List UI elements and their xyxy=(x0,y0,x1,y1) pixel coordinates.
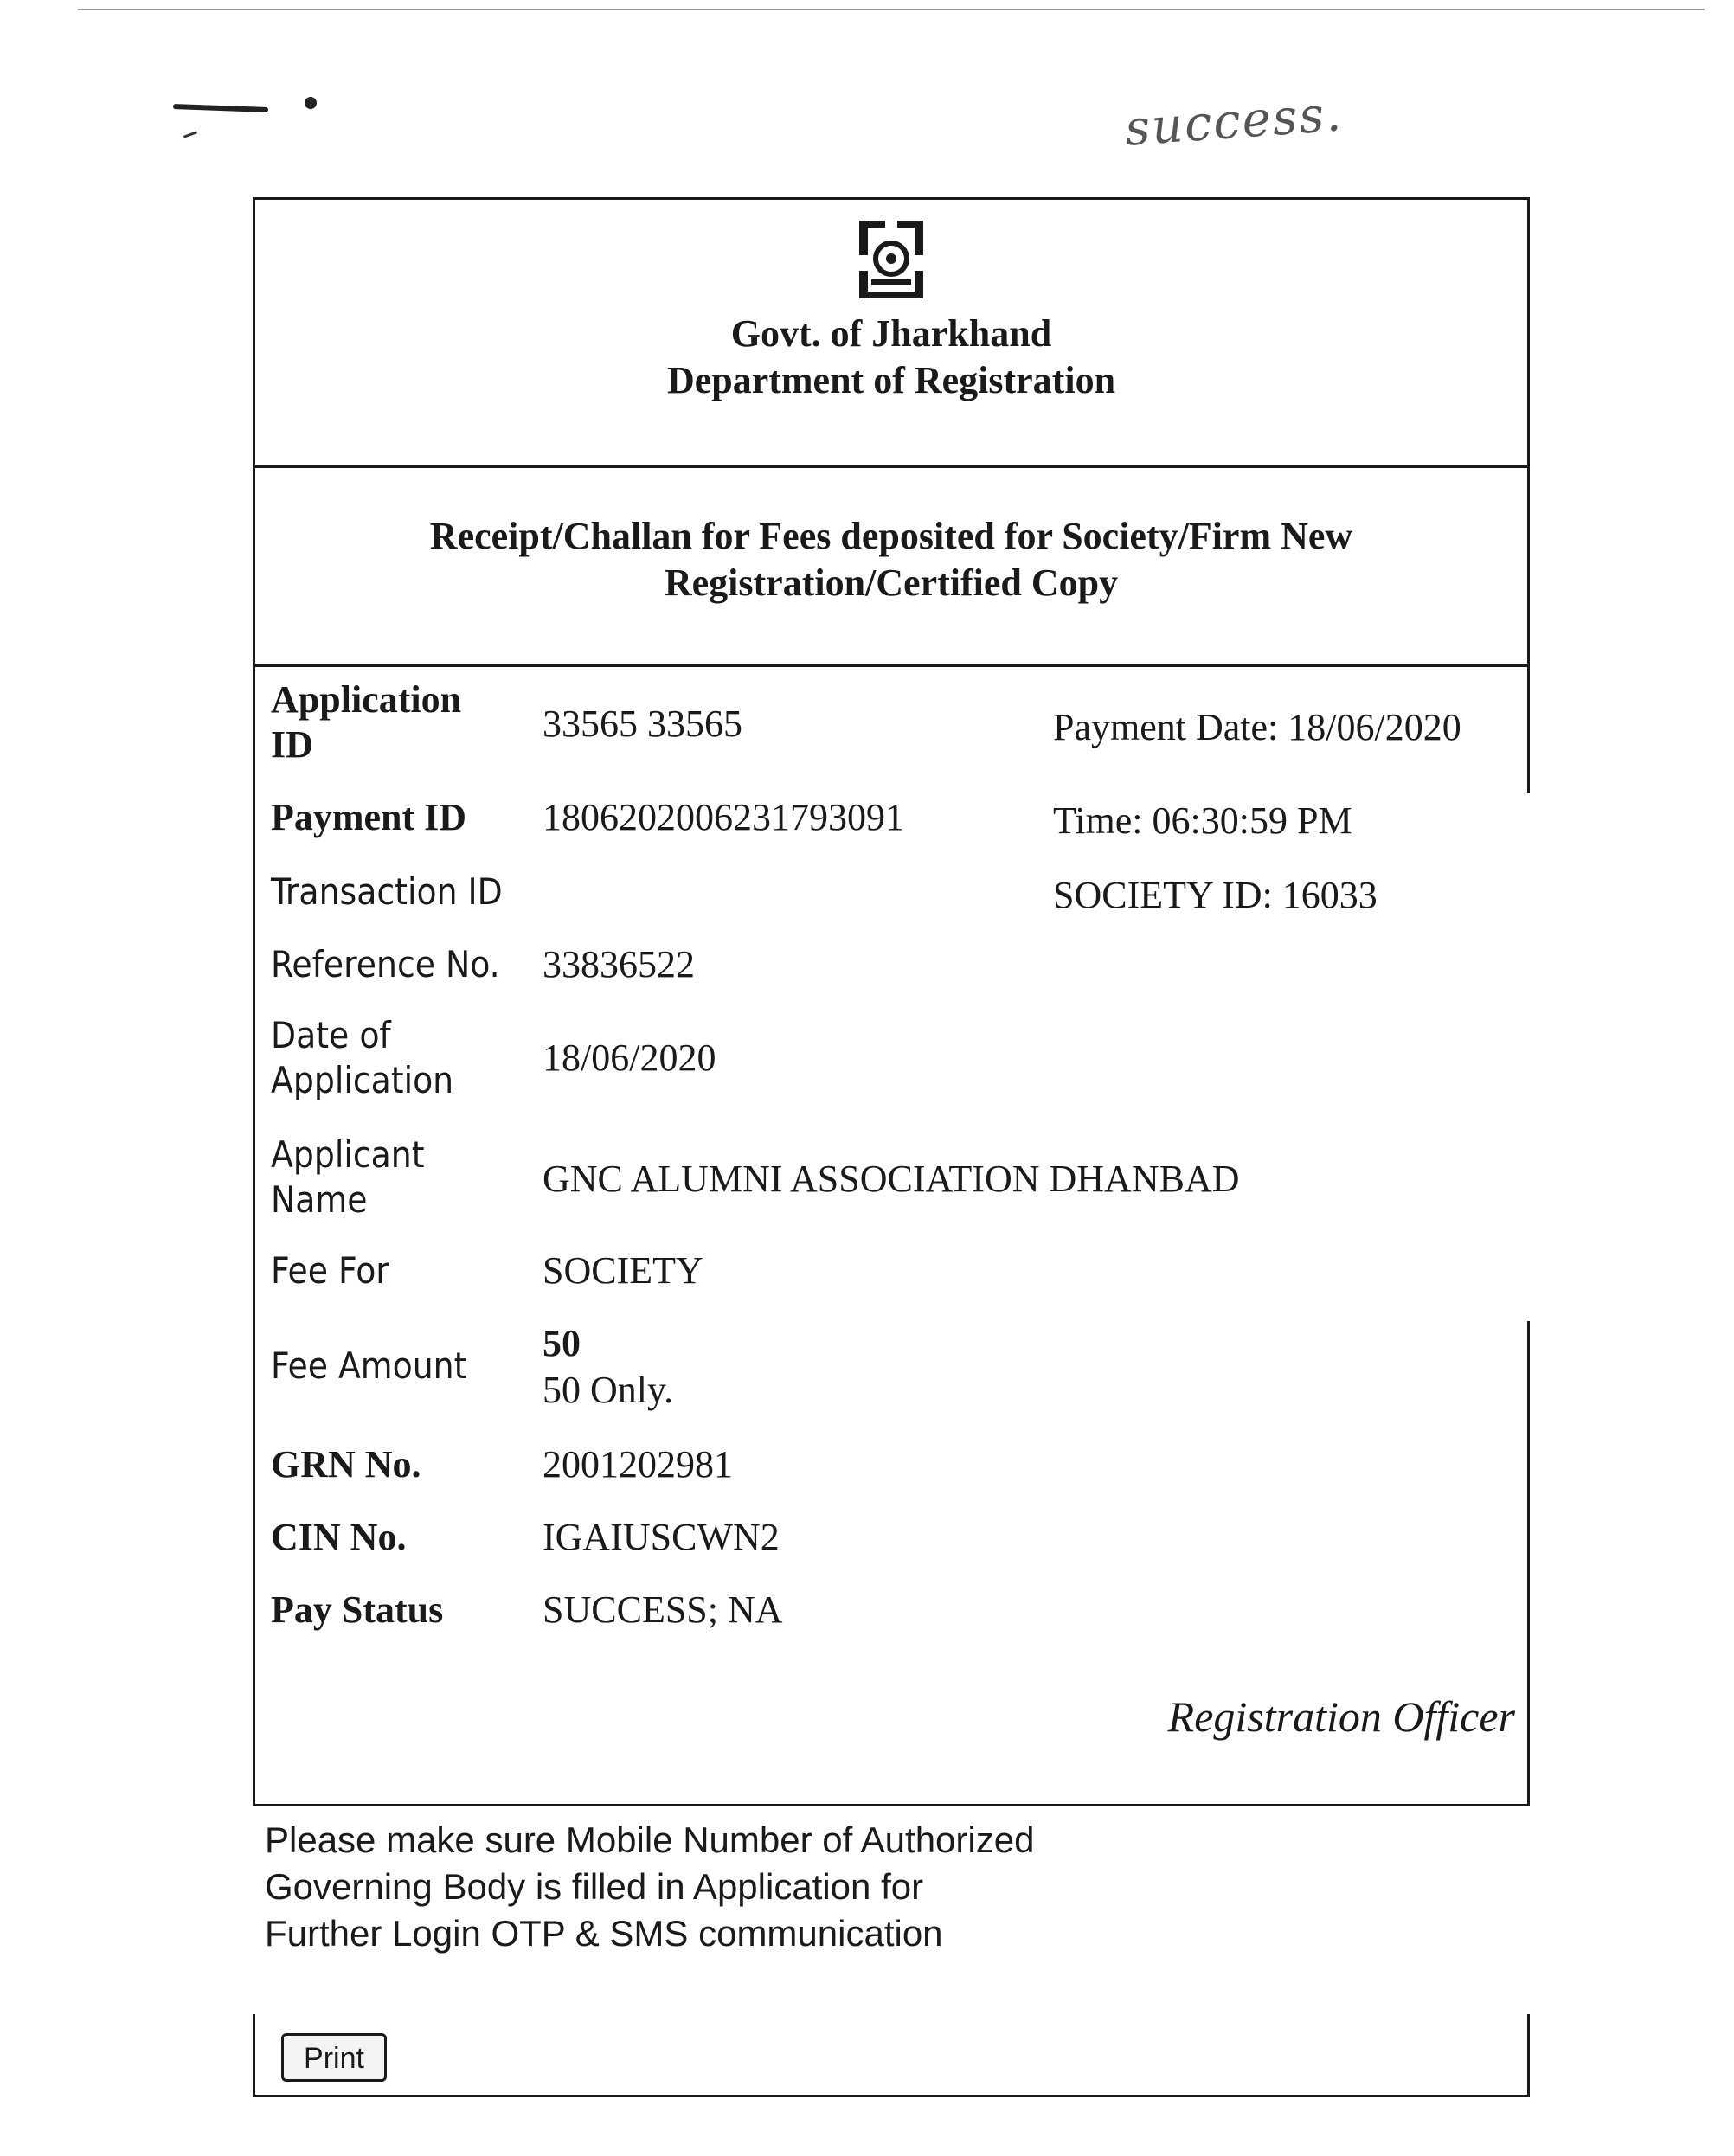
receipt-title: Receipt/Challan for Fees deposited for Society/Firm New Registration/Certified Copy xyxy=(429,515,1353,604)
cin-no-value: IGAIUSCWN2 xyxy=(543,1516,780,1558)
receipt-title-section xyxy=(255,468,1527,667)
application-id-label: Application ID xyxy=(271,678,462,766)
fee-amount-label: Fee Amount xyxy=(271,1344,467,1387)
grn-no-value: 2001202981 xyxy=(543,1443,733,1485)
pay-status-label: Pay Status xyxy=(271,1588,444,1631)
receipt-header xyxy=(255,200,1527,468)
pen-mark xyxy=(173,104,268,112)
pay-status-value: SUCCESS; NA xyxy=(543,1588,783,1631)
fee-for-label: Fee For xyxy=(271,1249,389,1292)
border-gap xyxy=(1525,793,1531,1321)
application-id-value: 33565 33565 xyxy=(543,703,742,745)
pen-dot xyxy=(305,97,317,109)
applicant-name-label: Applicant Name xyxy=(271,1133,425,1221)
cin-no-label: CIN No. xyxy=(271,1516,407,1558)
mobile-number-notice: Please make sure Mobile Number of Authorized Governing Body is filled in Application for Further Login OTP & SMS communication xyxy=(265,1819,1035,1954)
print-area xyxy=(253,2014,1530,2097)
handwritten-note: success. xyxy=(1123,86,1345,157)
date-of-application-value: 18/06/2020 xyxy=(543,1036,716,1079)
fee-amount-value: 50 xyxy=(543,1322,581,1364)
transaction-id-label: Transaction ID xyxy=(271,870,503,913)
registration-officer-signature: Registration Officer xyxy=(1167,1692,1515,1741)
department-title: Department of Registration xyxy=(666,359,1116,401)
reference-no-label: Reference No. xyxy=(271,943,500,985)
jharkhand-emblem-icon xyxy=(854,217,928,304)
payment-id-label: Payment ID xyxy=(271,796,467,838)
government-title: Govt. of Jharkhand xyxy=(730,312,1052,355)
scan-edge-line xyxy=(78,9,1705,10)
payment-date: Payment Date: 18/06/2020 xyxy=(1053,706,1461,748)
receipt-box xyxy=(253,197,1530,1806)
date-of-application-label: Date of Application xyxy=(271,1014,454,1101)
print-button[interactable]: Print xyxy=(281,2033,387,2082)
pen-tick xyxy=(183,131,197,138)
payment-id-value: 1806202006231793091 xyxy=(543,796,904,838)
fee-for-value: SOCIETY xyxy=(543,1249,703,1292)
reference-no-value: 33836522 xyxy=(543,943,695,985)
grn-no-label: GRN No. xyxy=(271,1443,421,1485)
fee-amount-words: 50 Only. xyxy=(543,1369,674,1411)
society-id: SOCIETY ID: 16033 xyxy=(1053,874,1378,916)
applicant-name-value: GNC ALUMNI ASSOCIATION DHANBAD xyxy=(543,1158,1240,1200)
payment-time: Time: 06:30:59 PM xyxy=(1053,799,1352,842)
